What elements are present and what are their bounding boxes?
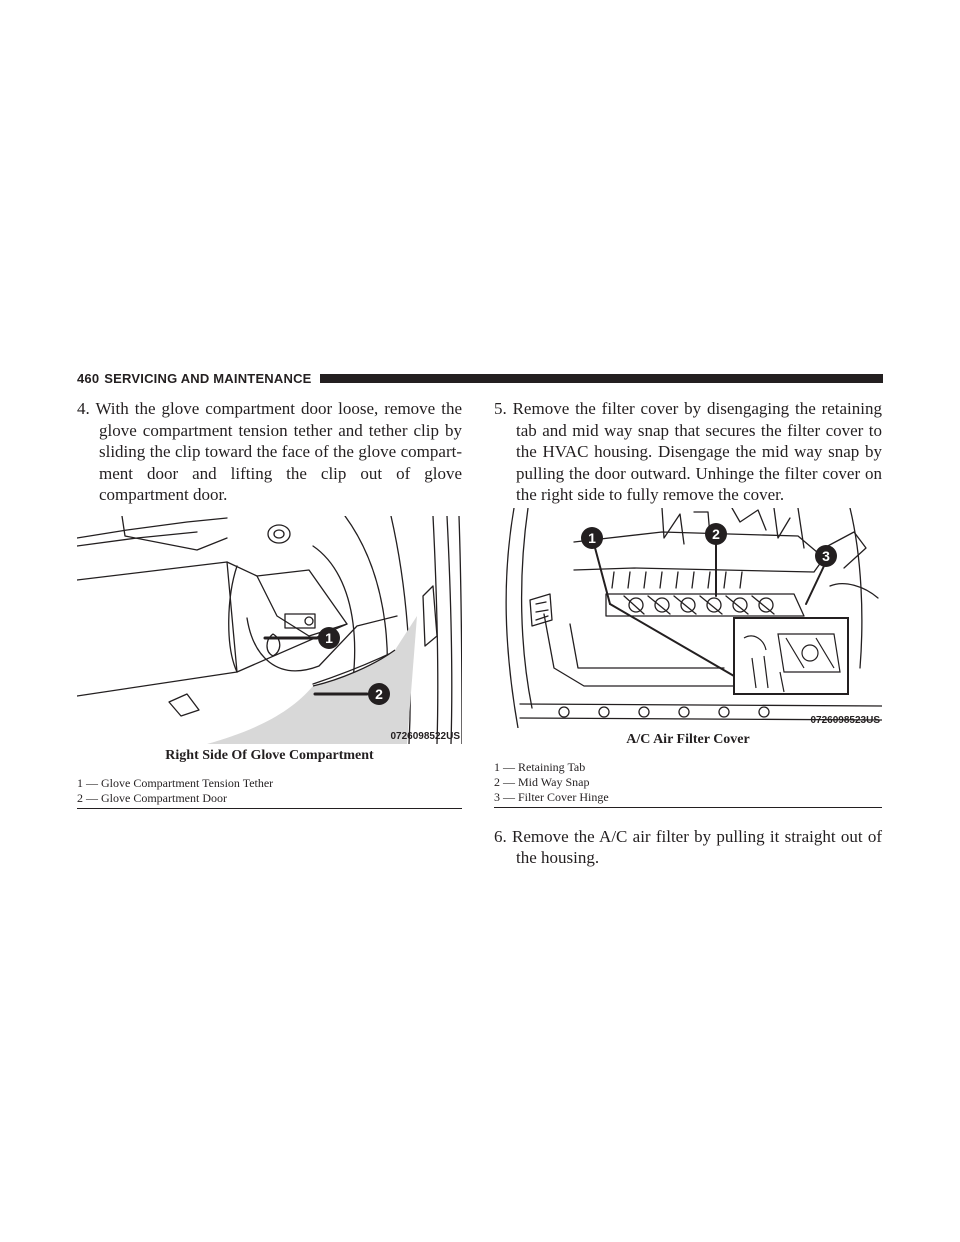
figure-glove-compartment [77, 516, 462, 744]
figure-legend [494, 760, 882, 808]
page-header [77, 369, 883, 387]
figure-code: 0726098523US [810, 714, 880, 726]
figure-air-filter-cover [494, 508, 882, 728]
right-column [494, 398, 882, 886]
left-column [77, 398, 462, 809]
svg-text:2: 2 [712, 525, 720, 542]
step-5-text: 5. Remove the filter cover by disengaging the retaining tab and mid way snap that secures the filter cover to the HVAC housing. Disengage the mid way snap by pulling the door outward. Unhinge the filter cover on the right side to fully remove the cover. [494, 399, 882, 504]
page-number: 460 [77, 370, 100, 386]
glove-compartment-illustration [77, 516, 462, 744]
air-filter-cover-illustration [494, 508, 882, 728]
legend-item: 2 — Mid Way Snap [494, 774, 590, 789]
svg-text:1: 1 [588, 529, 596, 546]
step-6-text: 6. Remove the A/C air filter by pulling it straight out of the housing. [494, 826, 882, 867]
header-rule [320, 374, 883, 383]
legend-item: 2 — Glove Compartment Door [77, 790, 227, 805]
callout-3 [815, 545, 837, 567]
figure-code: 0726098522US [390, 730, 460, 742]
legend-item: 3 — Filter Cover Hinge [494, 789, 609, 804]
callout-2 [368, 683, 390, 705]
callout-1 [581, 527, 603, 549]
section-title: SERVICING AND MAINTENANCE [104, 370, 312, 386]
legend-item: 1 — Retaining Tab [494, 759, 586, 774]
figure-legend [77, 776, 462, 809]
svg-text:2: 2 [375, 685, 383, 702]
callout-1 [318, 627, 340, 649]
svg-text:3: 3 [822, 547, 830, 564]
step-4-text: 4. With the glove compartment door loose, remove the glove compartment tension tether and tether clip by sliding the clip toward the face of the glove compart-ment door and lifting the clip out of glove compartment door. [77, 399, 462, 504]
svg-text:1: 1 [325, 629, 333, 646]
callout-2 [705, 523, 727, 545]
figure-caption: Right Side Of Glove Compartment [165, 747, 374, 763]
legend-item: 1 — Glove Compartment Tension Tether [77, 775, 274, 790]
figure-caption: A/C Air Filter Cover [626, 731, 750, 747]
